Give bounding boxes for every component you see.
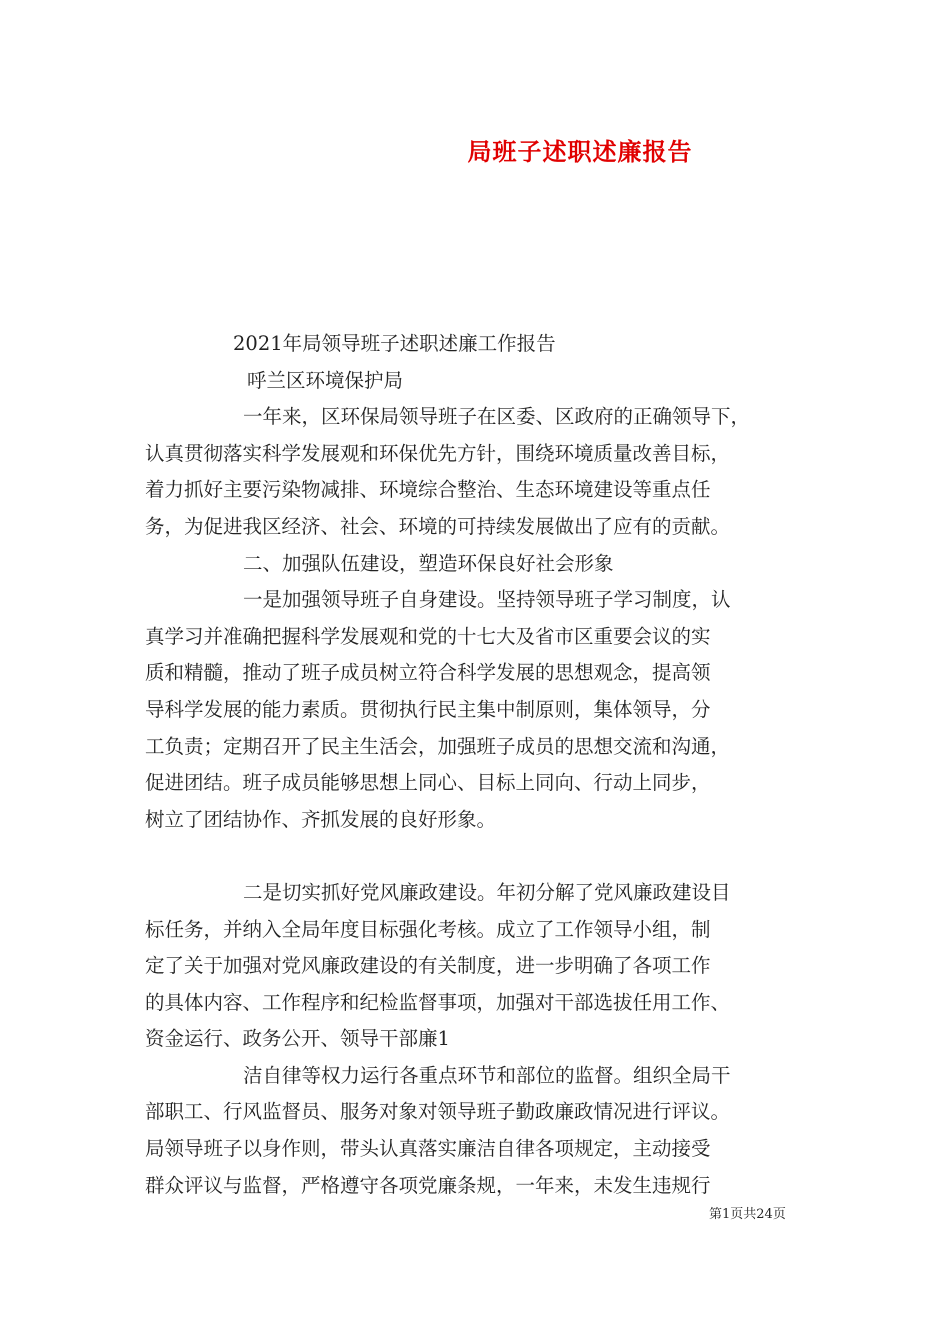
paragraph-line: 着力抓好主要污染物减排、环境综合整治、生态环境建设等重点任 xyxy=(145,478,711,502)
paragraph-line: 的具体内容、工作程序和纪检监督事项，加强对干部选拔任用工作、 xyxy=(145,990,731,1014)
document-body xyxy=(145,326,825,1204)
paragraph-line: 质和精髓，推动了班子成员树立符合科学发展的思想观念，提高领 xyxy=(145,661,711,685)
paragraph-line: 群众评议与监督，严格遵守各项党廉条规，一年来，未发生违规行 xyxy=(145,1173,711,1197)
paragraph-line: 洁自律等权力运行各重点环节和部位的监督。组织全局干 xyxy=(243,1063,731,1087)
paragraph-line: 务，为促进我区经济、社会、环境的可持续发展做出了应有的贡献。 xyxy=(145,514,731,538)
paragraph-line: 标任务，并纳入全局年度目标强化考核。成立了工作领导小组，制 xyxy=(145,917,711,941)
paragraph-line: 一年来，区环保局领导班子在区委、区政府的正确领导下， xyxy=(243,405,751,429)
blank-line xyxy=(145,838,825,875)
paragraph-line: 一是加强领导班子自身建设。坚持领导班子学习制度，认 xyxy=(243,588,731,612)
paragraph-line: 促进团结。班子成员能够思想上同心、目标上同向、行动上同步， xyxy=(145,771,711,795)
organization-name: 呼兰区环境保护局 xyxy=(247,368,404,392)
document-title: 局班子述职述廉报告 xyxy=(467,137,693,166)
page-number: 第1页共24页 xyxy=(709,1207,786,1222)
paragraph-line: 树立了团结协作、齐抓发展的良好形象。 xyxy=(145,807,497,831)
paragraph-line: 资金运行、政务公开、领导干部廉1 xyxy=(145,1027,450,1051)
paragraph-line: 工负责；定期召开了民主生活会，加强班子成员的思想交流和沟通， xyxy=(145,734,731,758)
section-heading: 二、加强队伍建设，塑造环保良好社会形象 xyxy=(243,551,614,575)
paragraph-line: 部职工、行风监督员、服务对象对领导班子勤政廉政情况进行评议。 xyxy=(145,1100,731,1124)
paragraph-line: 真学习并准确把握科学发展观和党的十七大及省市区重要会议的实 xyxy=(145,624,711,648)
paragraph-line: 导科学发展的能力素质。贯彻执行民主集中制原则，集体领导，分 xyxy=(145,697,711,721)
paragraph-line: 二是切实抓好党风廉政建设。年初分解了党风廉政建设目 xyxy=(243,880,731,904)
paragraph-line: 局领导班子以身作则，带头认真落实廉洁自律各项规定，主动接受 xyxy=(145,1137,711,1161)
paragraph-line: 定了关于加强对党风廉政建设的有关制度，进一步明确了各项工作 xyxy=(145,954,711,978)
paragraph-line: 认真贯彻落实科学发展观和环保优先方针，围绕环境质量改善目标， xyxy=(145,441,731,465)
report-heading: 2021年局领导班子述职述廉工作报告 xyxy=(233,332,556,355)
